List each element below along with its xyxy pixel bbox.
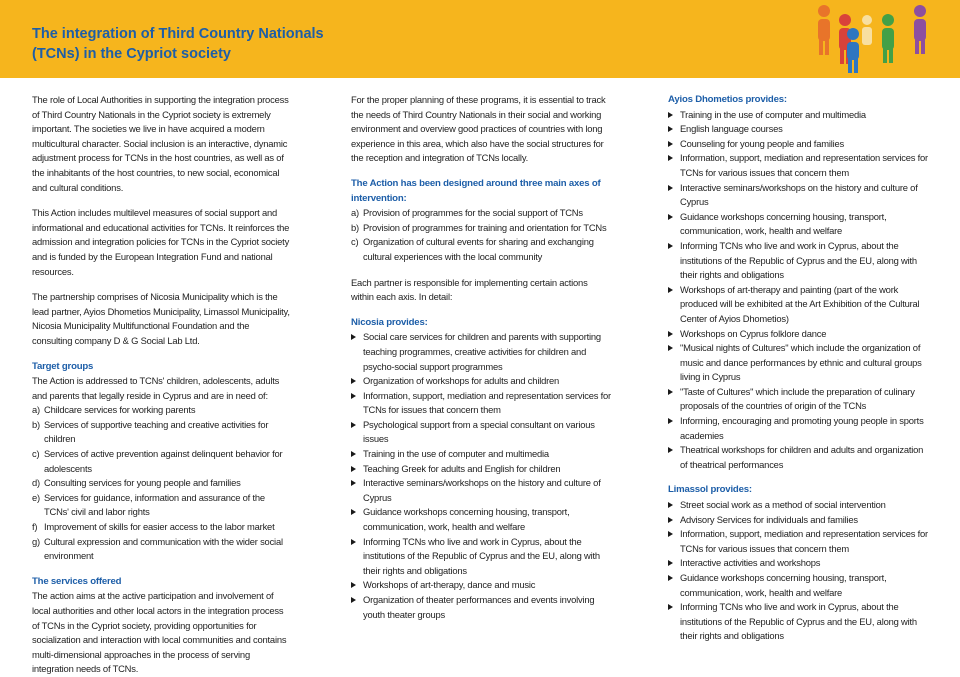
title-banner	[0, 0, 960, 78]
list-item	[668, 122, 930, 137]
arrow-bullet-icon	[668, 389, 673, 395]
list-item-text: Informing, encouraging and promoting young people in sports academies	[680, 415, 924, 441]
arrow-bullet-icon	[668, 447, 673, 453]
list-item-text: Informing TCNs who live and work in Cyprus, about the institutions of the Republic of Cyprus and the EU, along with their rights and obligations	[680, 601, 917, 642]
arrow-bullet-icon	[351, 539, 356, 545]
list-item: a) Provision of programmes for the social support of TCNs	[351, 207, 583, 219]
list-item-text: Workshops of art-therapy, dance and music	[363, 579, 536, 591]
list-item: e) Services for guidance, information and assurance of the TCNs' civil and labor rights	[32, 491, 265, 518]
arrow-bullet-icon	[351, 378, 356, 384]
arrow-bullet-icon	[668, 502, 673, 508]
list-item	[668, 210, 930, 239]
arrow-bullet-icon	[668, 345, 673, 351]
people-group-icon	[810, 2, 960, 76]
list-item-text: Street social work as a method of social intervention	[680, 499, 886, 511]
list-item	[668, 414, 930, 443]
list-item	[668, 498, 930, 513]
arrow-bullet-icon	[668, 575, 673, 581]
list-item	[668, 556, 930, 571]
list-item	[668, 341, 930, 385]
list-item	[668, 137, 930, 152]
arrow-bullet-icon	[351, 451, 356, 457]
list-item	[351, 593, 611, 622]
services-heading: The services offered	[32, 575, 122, 587]
list-item-text: Information, support, mediation and representation services for TCNs for various issues that concern them	[680, 528, 928, 554]
list-item	[668, 239, 930, 283]
ayios-dhometios-heading: Ayios Dhometios provides:	[668, 94, 787, 105]
arrow-bullet-icon	[668, 604, 673, 610]
list-item	[351, 505, 611, 534]
planning-paragraph: For the proper planning of these programs, it is essential to track the needs of Third Country Nationals in their social and working environment and overview good practices of countries with long experience in this area, which also have the social structures for the reception and integration of TCNs locally.	[351, 94, 606, 164]
list-item	[351, 462, 611, 477]
list-item	[351, 578, 611, 593]
list-item	[351, 330, 611, 374]
target-groups-list	[32, 403, 290, 564]
list-item	[351, 374, 611, 389]
ayios-dhometios-list	[668, 108, 930, 473]
list-item-text: Information, support, mediation and representation services for TCNs for issues that concern them	[363, 389, 611, 416]
list-item: d) Consulting services for young people and families	[32, 477, 241, 489]
partnership-paragraph: The partnership comprises of Nicosia Municipality which is the lead partner, Ayios Dhometios Municipality, Limassol Municipality, Nicosia Municipality Multifunctional Foundation and the consulting company D & G Social Lab Ltd.	[32, 291, 290, 346]
list-item-text: Teaching Greek for adults and English for children	[363, 462, 561, 474]
arrow-bullet-icon	[351, 509, 356, 515]
services-paragraph: The action aims at the active participation and involvement of local authorities and other local actors in the integration process of TCNs in the Cypriot society, providing opportunities for socialization and interaction with local communities and contains multi-dimensional approaches in the process of serving integration needs of TCNs.	[32, 590, 287, 675]
arrow-bullet-icon	[668, 112, 673, 118]
action-paragraph: This Action includes multilevel measures of social support and informational and educational activities for TCNs. It reinforces the admission and integration policies for TCNs in the Cypriot society and is funded by the European Integration Fund and national resources.	[32, 207, 290, 277]
list-item: f) Improvement of skills for easier access to the labor market	[32, 521, 275, 533]
list-item	[668, 527, 930, 556]
list-item	[668, 513, 930, 528]
list-item: b) Services of supportive teaching and creative activities for children	[32, 418, 269, 445]
column-right	[668, 93, 930, 655]
list-item-text: Guidance workshops concerning housing, transport, communication, work, health and welfare	[363, 506, 570, 533]
list-item-text: Guidance workshops concerning housing, transport, communication, work, health and welfare	[680, 572, 887, 598]
arrow-bullet-icon	[351, 480, 356, 486]
arrow-bullet-icon	[351, 466, 356, 472]
list-item-text: Interactive seminars/workshops on the history and culture of Cyprus	[363, 477, 601, 503]
nicosia-heading: Nicosia provides:	[351, 316, 428, 328]
list-item	[668, 600, 930, 644]
arrow-bullet-icon	[668, 141, 673, 147]
list-item	[668, 283, 930, 327]
axes-list	[351, 206, 611, 264]
column-left	[32, 93, 290, 677]
arrow-bullet-icon	[668, 560, 673, 566]
arrow-bullet-icon	[668, 418, 673, 424]
nicosia-list	[351, 330, 611, 622]
list-item-text: Interactive activities and workshops	[680, 557, 821, 569]
arrow-bullet-icon	[351, 597, 356, 603]
list-item-text: Workshops of art-therapy and painting (part of the work produced will be exhibited at the Art Exhibition of the Cultural Center of Ayios Dhometios)	[680, 283, 920, 324]
list-item	[351, 389, 611, 418]
arrow-bullet-icon	[668, 331, 673, 337]
list-item	[668, 571, 930, 600]
list-item-text: Psychological support from a special consultant on various issues	[363, 418, 595, 445]
list-item-text: Training in the use of computer and multimedia	[680, 108, 866, 120]
partner-paragraph: Each partner is responsible for implementing certain actions within each axis. In detail:	[351, 276, 588, 303]
arrow-bullet-icon	[668, 287, 673, 293]
list-item-text: Guidance workshops concerning housing, transport, communication, work, health and welfare	[680, 210, 887, 237]
list-item-text: "Taste of Cultures" which include the preparation of culinary proposals of the countries of origin of the TCNs	[680, 385, 915, 412]
arrow-bullet-icon	[351, 582, 356, 588]
list-item	[668, 327, 930, 342]
arrow-bullet-icon	[351, 334, 356, 340]
list-item-text: Organization of workshops for adults and children	[363, 375, 560, 387]
title-line-1: The integration of Third Country Nationals	[32, 26, 324, 42]
list-item-text: "Musical nights of Cultures" which include the organization of music and dance performances by ethnic and cultural groups living in Cyprus	[680, 342, 922, 383]
list-item: c) Organization of cultural events for sharing and exchanging cultural experiences with the local community	[351, 236, 594, 262]
list-item	[351, 418, 611, 447]
arrow-bullet-icon	[668, 185, 673, 191]
list-item: b) Provision of programmes for training and orientation for TCNs	[351, 221, 607, 233]
arrow-bullet-icon	[668, 214, 673, 220]
list-item	[668, 108, 930, 123]
list-item: a) Childcare services for working parents	[32, 404, 196, 416]
list-item-text: Interactive seminars/workshops on the history and culture of Cyprus	[680, 181, 918, 208]
list-item	[668, 151, 930, 180]
list-item-text: Training in the use of computer and multimedia	[363, 448, 549, 460]
list-item-text: Organization of theater performances and events involving youth theater groups	[363, 594, 595, 620]
list-item	[668, 385, 930, 414]
list-item-text: Informing TCNs who live and work in Cyprus, about the institutions of the Republic of Cyprus and the EU, along with their rights and obligations	[363, 535, 600, 576]
arrow-bullet-icon	[351, 393, 356, 399]
target-groups-intro: The Action is addressed to TCNs' children, adolescents, adults and parents that legally reside in Cyprus and are in need of:	[32, 375, 280, 401]
arrow-bullet-icon	[668, 155, 673, 161]
list-item	[351, 476, 611, 505]
list-item-text: Social care services for children and parents with supporting teaching programmes, creative activities for children and psycho-social support programmes	[363, 331, 601, 372]
list-item	[351, 447, 611, 462]
list-item-text: Information, support, mediation and representation services for TCNs for various issues that concern them	[680, 152, 928, 178]
list-item: c) Services of active prevention against delinquent behavior for adolescents	[32, 448, 283, 474]
arrow-bullet-icon	[668, 517, 673, 523]
list-item	[351, 535, 611, 579]
list-item-text: English language courses	[680, 123, 783, 135]
column-middle	[351, 93, 611, 633]
limassol-list	[668, 498, 930, 644]
arrow-bullet-icon	[351, 422, 356, 428]
list-item	[668, 181, 930, 210]
list-item-text: Advisory Services for individuals and families	[680, 513, 858, 525]
arrow-bullet-icon	[668, 531, 673, 537]
target-groups-heading: Target groups	[32, 360, 94, 372]
title-line-2: (TCNs) in the Cypriot society	[32, 46, 231, 62]
axes-heading: The Action has been designed around three main axes of intervention:	[351, 177, 601, 204]
list-item-text: Workshops on Cyprus folklore dance	[680, 327, 827, 339]
intro-paragraph: The role of Local Authorities in supporting the integration process of Third Country Nationals in the Cypriot society is extremely important. The societies we live in have acquired a modern multicultural character. Social inclusion is an interactive, dynamic adjustment process for TCNs in the host countries, as well as of the inhabitants of the host countries, to new social, economical and cultural conditions.	[32, 94, 289, 193]
list-item-text: Counseling for young people and families	[680, 137, 844, 149]
list-item: g) Cultural expression and communication with the wider social environment	[32, 535, 283, 562]
limassol-heading: Limassol provides:	[668, 484, 752, 496]
list-item-text: Informing TCNs who live and work in Cyprus, about the institutions of the Republic of Cyprus and the EU, along with their rights and obligations	[680, 239, 917, 281]
arrow-bullet-icon	[668, 243, 673, 249]
list-item	[668, 443, 930, 472]
arrow-bullet-icon	[668, 126, 673, 132]
page-title	[32, 24, 324, 64]
list-item-text: Theatrical workshops for children and adults and organization of theatrical performances	[680, 444, 924, 470]
